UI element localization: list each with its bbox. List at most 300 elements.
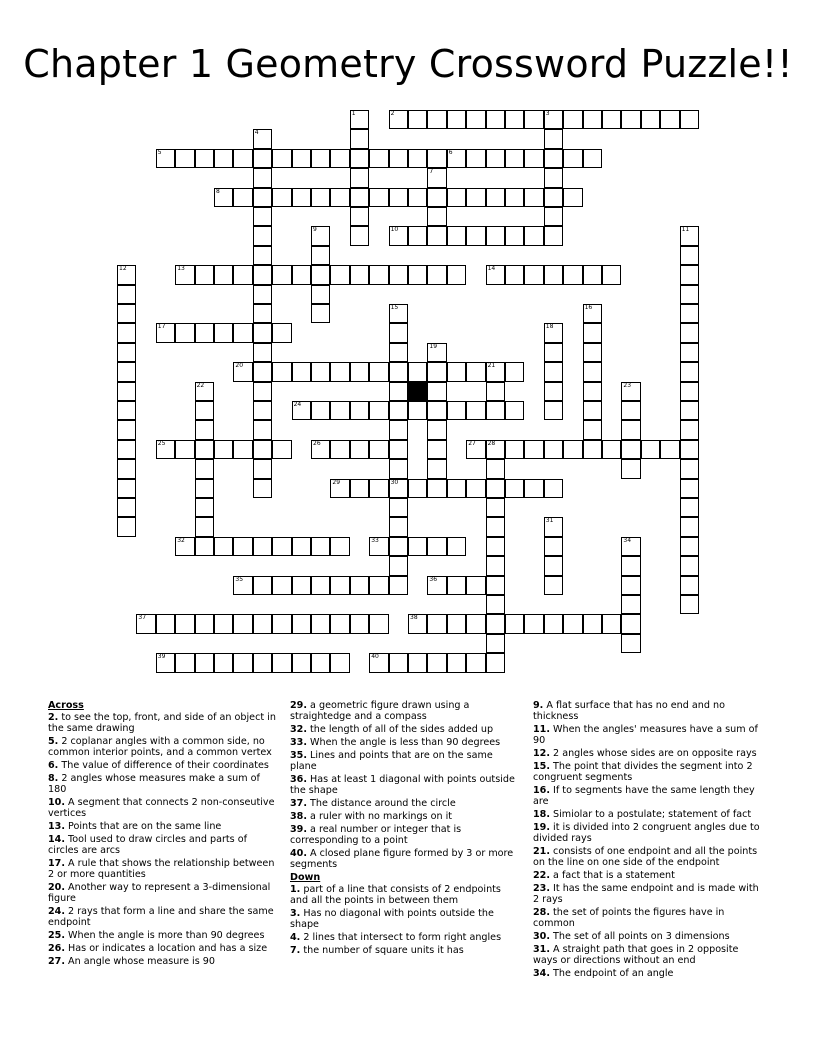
grid-cell[interactable] <box>389 382 408 401</box>
grid-cell[interactable] <box>311 265 330 284</box>
grid-cell[interactable] <box>272 188 291 207</box>
grid-cell[interactable] <box>544 556 563 575</box>
grid-cell[interactable] <box>486 653 505 672</box>
grid-cell[interactable] <box>156 440 175 459</box>
grid-cell[interactable] <box>175 265 194 284</box>
grid-cell[interactable] <box>427 576 446 595</box>
grid-cell[interactable] <box>680 440 699 459</box>
grid-cell[interactable] <box>427 382 446 401</box>
grid-cell[interactable] <box>292 149 311 168</box>
grid-cell[interactable] <box>447 614 466 633</box>
grid-cell[interactable] <box>544 226 563 245</box>
grid-cell[interactable] <box>389 304 408 323</box>
grid-cell[interactable] <box>350 362 369 381</box>
grid-cell[interactable] <box>311 188 330 207</box>
grid-cell[interactable] <box>486 634 505 653</box>
grid-cell[interactable] <box>466 479 485 498</box>
grid-cell[interactable] <box>233 323 252 342</box>
grid-cell[interactable] <box>389 323 408 342</box>
grid-cell[interactable] <box>641 440 660 459</box>
grid-cell[interactable] <box>524 110 543 129</box>
grid-cell[interactable] <box>544 110 563 129</box>
grid-cell[interactable] <box>583 401 602 420</box>
grid-cell[interactable] <box>544 207 563 226</box>
grid-cell[interactable] <box>505 265 524 284</box>
grid-cell[interactable] <box>350 188 369 207</box>
grid-cell[interactable] <box>466 653 485 672</box>
grid-cell[interactable] <box>214 323 233 342</box>
grid-cell[interactable] <box>680 246 699 265</box>
grid-cell[interactable] <box>369 576 388 595</box>
grid-cell[interactable] <box>233 576 252 595</box>
grid-cell[interactable] <box>602 614 621 633</box>
grid-cell[interactable] <box>214 149 233 168</box>
grid-cell[interactable] <box>272 440 291 459</box>
grid-cell[interactable] <box>292 265 311 284</box>
grid-cell[interactable] <box>369 188 388 207</box>
grid-cell[interactable] <box>253 246 272 265</box>
grid-cell[interactable] <box>427 207 446 226</box>
grid-cell[interactable] <box>680 323 699 342</box>
grid-cell[interactable] <box>389 653 408 672</box>
grid-cell[interactable] <box>350 440 369 459</box>
grid-cell[interactable] <box>621 382 640 401</box>
grid-cell[interactable] <box>544 537 563 556</box>
grid-cell[interactable] <box>544 149 563 168</box>
grid-cell[interactable] <box>330 614 349 633</box>
grid-cell[interactable] <box>486 595 505 614</box>
grid-cell[interactable] <box>427 265 446 284</box>
grid-cell[interactable] <box>214 265 233 284</box>
grid-cell[interactable] <box>214 614 233 633</box>
grid-cell[interactable] <box>389 149 408 168</box>
grid-cell[interactable] <box>272 653 291 672</box>
grid-cell[interactable] <box>253 420 272 439</box>
grid-cell[interactable] <box>408 110 427 129</box>
grid-cell[interactable] <box>524 265 543 284</box>
grid-cell[interactable] <box>544 129 563 148</box>
grid-cell[interactable] <box>427 343 446 362</box>
grid-cell[interactable] <box>486 265 505 284</box>
grid-cell[interactable] <box>447 479 466 498</box>
grid-cell[interactable] <box>408 226 427 245</box>
grid-cell[interactable] <box>389 498 408 517</box>
grid-cell[interactable] <box>253 576 272 595</box>
grid-cell[interactable] <box>524 614 543 633</box>
grid-cell[interactable] <box>292 653 311 672</box>
grid-cell[interactable] <box>233 440 252 459</box>
grid-cell[interactable] <box>427 188 446 207</box>
grid-cell[interactable] <box>330 265 349 284</box>
grid-cell[interactable] <box>117 323 136 342</box>
grid-cell[interactable] <box>583 362 602 381</box>
grid-cell[interactable] <box>621 614 640 633</box>
grid-cell[interactable] <box>505 110 524 129</box>
grid-cell[interactable] <box>350 129 369 148</box>
grid-cell[interactable] <box>350 479 369 498</box>
grid-cell[interactable] <box>253 362 272 381</box>
grid-cell[interactable] <box>253 614 272 633</box>
grid-cell[interactable] <box>253 207 272 226</box>
grid-cell[interactable] <box>389 188 408 207</box>
grid-cell[interactable] <box>311 576 330 595</box>
grid-cell[interactable] <box>583 440 602 459</box>
grid-cell[interactable] <box>602 110 621 129</box>
grid-cell[interactable] <box>350 226 369 245</box>
grid-cell[interactable] <box>117 265 136 284</box>
grid-cell[interactable] <box>350 401 369 420</box>
grid-cell[interactable] <box>195 537 214 556</box>
grid-cell[interactable] <box>311 440 330 459</box>
grid-cell[interactable] <box>195 265 214 284</box>
grid-cell[interactable] <box>311 362 330 381</box>
grid-cell[interactable] <box>621 556 640 575</box>
grid-cell[interactable] <box>583 149 602 168</box>
grid-cell[interactable] <box>486 614 505 633</box>
grid-cell[interactable] <box>292 401 311 420</box>
grid-cell[interactable] <box>680 576 699 595</box>
grid-cell[interactable] <box>253 459 272 478</box>
grid-cell[interactable] <box>195 401 214 420</box>
grid-cell[interactable] <box>466 362 485 381</box>
grid-cell[interactable] <box>447 265 466 284</box>
grid-cell[interactable] <box>253 285 272 304</box>
grid-cell[interactable] <box>486 517 505 536</box>
grid-cell[interactable] <box>583 110 602 129</box>
grid-cell[interactable] <box>408 479 427 498</box>
grid-cell[interactable] <box>117 362 136 381</box>
grid-cell[interactable] <box>621 110 640 129</box>
grid-cell[interactable] <box>583 382 602 401</box>
grid-cell[interactable] <box>195 653 214 672</box>
grid-cell[interactable] <box>389 420 408 439</box>
grid-cell[interactable] <box>680 420 699 439</box>
grid-cell[interactable] <box>175 614 194 633</box>
grid-cell[interactable] <box>350 265 369 284</box>
grid-cell[interactable] <box>214 440 233 459</box>
grid-cell[interactable] <box>621 595 640 614</box>
grid-cell[interactable] <box>486 479 505 498</box>
grid-cell[interactable] <box>466 149 485 168</box>
grid-cell[interactable] <box>544 576 563 595</box>
grid-cell[interactable] <box>311 304 330 323</box>
grid-cell[interactable] <box>311 537 330 556</box>
grid-cell[interactable] <box>680 401 699 420</box>
grid-cell[interactable] <box>117 517 136 536</box>
grid-cell[interactable] <box>427 479 446 498</box>
grid-cell[interactable] <box>195 459 214 478</box>
grid-cell[interactable] <box>292 188 311 207</box>
grid-cell[interactable] <box>427 149 446 168</box>
grid-cell[interactable] <box>680 226 699 245</box>
grid-cell[interactable] <box>214 537 233 556</box>
grid-cell[interactable] <box>253 188 272 207</box>
grid-cell[interactable] <box>563 149 582 168</box>
grid-cell[interactable] <box>389 479 408 498</box>
grid-cell[interactable] <box>447 653 466 672</box>
grid-cell[interactable] <box>486 188 505 207</box>
grid-cell[interactable] <box>350 207 369 226</box>
grid-cell[interactable] <box>427 226 446 245</box>
grid-cell[interactable] <box>486 440 505 459</box>
grid-cell[interactable] <box>350 168 369 187</box>
grid-cell[interactable] <box>563 614 582 633</box>
grid-cell[interactable] <box>195 614 214 633</box>
grid-cell[interactable] <box>311 614 330 633</box>
grid-cell[interactable] <box>253 401 272 420</box>
grid-cell[interactable] <box>447 226 466 245</box>
grid-cell[interactable] <box>389 537 408 556</box>
grid-cell[interactable] <box>621 440 640 459</box>
grid-cell[interactable] <box>486 537 505 556</box>
grid-cell[interactable] <box>544 168 563 187</box>
grid-cell[interactable] <box>427 168 446 187</box>
grid-cell[interactable] <box>486 382 505 401</box>
grid-cell[interactable] <box>466 188 485 207</box>
grid-cell[interactable] <box>466 576 485 595</box>
grid-cell[interactable] <box>602 440 621 459</box>
grid-cell[interactable] <box>408 614 427 633</box>
grid-cell[interactable] <box>330 653 349 672</box>
grid-cell[interactable] <box>486 401 505 420</box>
grid-cell[interactable] <box>583 265 602 284</box>
grid-cell[interactable] <box>156 614 175 633</box>
grid-cell[interactable] <box>389 226 408 245</box>
grid-cell[interactable] <box>680 382 699 401</box>
grid-cell[interactable] <box>602 265 621 284</box>
grid-cell[interactable] <box>311 149 330 168</box>
grid-cell[interactable] <box>408 362 427 381</box>
grid-cell[interactable] <box>156 149 175 168</box>
grid-cell[interactable] <box>621 537 640 556</box>
grid-cell[interactable] <box>680 343 699 362</box>
grid-cell[interactable] <box>544 440 563 459</box>
grid-cell[interactable] <box>272 265 291 284</box>
grid-cell[interactable] <box>486 556 505 575</box>
grid-cell[interactable] <box>175 149 194 168</box>
grid-cell[interactable] <box>447 576 466 595</box>
grid-cell[interactable] <box>505 188 524 207</box>
grid-cell[interactable] <box>136 614 155 633</box>
grid-cell[interactable] <box>563 110 582 129</box>
grid-cell[interactable] <box>330 188 349 207</box>
grid-cell[interactable] <box>563 265 582 284</box>
grid-cell[interactable] <box>486 226 505 245</box>
grid-cell[interactable] <box>524 149 543 168</box>
grid-cell[interactable] <box>253 653 272 672</box>
grid-cell[interactable] <box>680 479 699 498</box>
grid-cell[interactable] <box>233 614 252 633</box>
grid-cell[interactable] <box>524 226 543 245</box>
grid-cell[interactable] <box>195 149 214 168</box>
grid-cell[interactable] <box>311 246 330 265</box>
grid-cell[interactable] <box>583 323 602 342</box>
grid-cell[interactable] <box>330 479 349 498</box>
grid-cell[interactable] <box>175 323 194 342</box>
grid-cell[interactable] <box>311 285 330 304</box>
grid-cell[interactable] <box>680 304 699 323</box>
grid-cell[interactable] <box>330 401 349 420</box>
grid-cell[interactable] <box>486 576 505 595</box>
grid-cell[interactable] <box>660 440 679 459</box>
grid-cell[interactable] <box>117 285 136 304</box>
grid-cell[interactable] <box>389 459 408 478</box>
grid-cell[interactable] <box>253 304 272 323</box>
grid-cell[interactable] <box>486 110 505 129</box>
grid-cell[interactable] <box>195 517 214 536</box>
grid-cell[interactable] <box>505 401 524 420</box>
grid-cell[interactable] <box>389 556 408 575</box>
grid-cell[interactable] <box>272 537 291 556</box>
grid-cell[interactable] <box>214 188 233 207</box>
grid-cell[interactable] <box>389 440 408 459</box>
grid-cell[interactable] <box>524 440 543 459</box>
grid-cell[interactable] <box>680 362 699 381</box>
grid-cell[interactable] <box>466 614 485 633</box>
grid-cell[interactable] <box>350 614 369 633</box>
grid-cell[interactable] <box>583 420 602 439</box>
grid-cell[interactable] <box>253 440 272 459</box>
grid-cell[interactable] <box>233 537 252 556</box>
grid-cell[interactable] <box>389 362 408 381</box>
grid-cell[interactable] <box>369 149 388 168</box>
grid-cell[interactable] <box>389 517 408 536</box>
grid-cell[interactable] <box>389 343 408 362</box>
grid-cell[interactable] <box>369 362 388 381</box>
grid-cell[interactable] <box>175 537 194 556</box>
grid-cell[interactable] <box>408 265 427 284</box>
grid-cell[interactable] <box>117 382 136 401</box>
grid-cell[interactable] <box>427 401 446 420</box>
grid-cell[interactable] <box>117 401 136 420</box>
grid-cell[interactable] <box>253 129 272 148</box>
grid-cell[interactable] <box>544 382 563 401</box>
grid-cell[interactable] <box>544 614 563 633</box>
grid-cell[interactable] <box>427 420 446 439</box>
grid-cell[interactable] <box>466 110 485 129</box>
grid-cell[interactable] <box>680 537 699 556</box>
grid-cell[interactable] <box>369 614 388 633</box>
grid-cell[interactable] <box>621 459 640 478</box>
grid-cell[interactable] <box>253 382 272 401</box>
grid-cell[interactable] <box>427 459 446 478</box>
grid-cell[interactable] <box>447 149 466 168</box>
grid-cell[interactable] <box>117 304 136 323</box>
grid-cell[interactable] <box>195 479 214 498</box>
grid-cell[interactable] <box>621 401 640 420</box>
grid-cell[interactable] <box>156 653 175 672</box>
grid-cell[interactable] <box>195 440 214 459</box>
grid-cell[interactable] <box>369 653 388 672</box>
grid-cell[interactable] <box>544 517 563 536</box>
grid-cell[interactable] <box>253 226 272 245</box>
grid-cell[interactable] <box>680 517 699 536</box>
grid-cell[interactable] <box>583 614 602 633</box>
grid-cell[interactable] <box>621 420 640 439</box>
grid-cell[interactable] <box>272 614 291 633</box>
grid-cell[interactable] <box>680 498 699 517</box>
grid-cell[interactable] <box>427 362 446 381</box>
grid-cell[interactable] <box>214 653 233 672</box>
grid-cell[interactable] <box>253 265 272 284</box>
grid-cell[interactable] <box>369 479 388 498</box>
grid-cell[interactable] <box>272 149 291 168</box>
grid-cell[interactable] <box>330 362 349 381</box>
grid-cell[interactable] <box>466 401 485 420</box>
grid-cell[interactable] <box>680 110 699 129</box>
grid-cell[interactable] <box>447 188 466 207</box>
grid-cell[interactable] <box>563 188 582 207</box>
grid-cell[interactable] <box>641 110 660 129</box>
grid-cell[interactable] <box>272 362 291 381</box>
grid-cell[interactable] <box>427 440 446 459</box>
grid-cell[interactable] <box>427 537 446 556</box>
grid-cell[interactable] <box>583 343 602 362</box>
grid-cell[interactable] <box>660 110 679 129</box>
grid-cell[interactable] <box>311 653 330 672</box>
grid-cell[interactable] <box>369 265 388 284</box>
grid-cell[interactable] <box>253 168 272 187</box>
grid-cell[interactable] <box>544 362 563 381</box>
grid-cell[interactable] <box>408 401 427 420</box>
grid-cell[interactable] <box>195 323 214 342</box>
grid-cell[interactable] <box>117 420 136 439</box>
grid-cell[interactable] <box>544 188 563 207</box>
grid-cell[interactable] <box>389 576 408 595</box>
grid-cell[interactable] <box>524 188 543 207</box>
grid-cell[interactable] <box>447 537 466 556</box>
grid-cell[interactable] <box>563 440 582 459</box>
grid-cell[interactable] <box>447 401 466 420</box>
grid-cell[interactable] <box>272 576 291 595</box>
grid-cell[interactable] <box>233 653 252 672</box>
grid-cell[interactable] <box>369 537 388 556</box>
grid-cell[interactable] <box>330 576 349 595</box>
grid-cell[interactable] <box>175 653 194 672</box>
grid-cell[interactable] <box>253 323 272 342</box>
grid-cell[interactable] <box>350 576 369 595</box>
grid-cell[interactable] <box>292 537 311 556</box>
grid-cell[interactable] <box>292 614 311 633</box>
grid-cell[interactable] <box>330 149 349 168</box>
grid-cell[interactable] <box>524 479 543 498</box>
grid-cell[interactable] <box>117 459 136 478</box>
grid-cell[interactable] <box>621 634 640 653</box>
grid-cell[interactable] <box>505 614 524 633</box>
grid-cell[interactable] <box>486 149 505 168</box>
grid-cell[interactable] <box>311 401 330 420</box>
grid-cell[interactable] <box>369 401 388 420</box>
grid-cell[interactable] <box>486 498 505 517</box>
grid-cell[interactable] <box>505 440 524 459</box>
grid-cell[interactable] <box>427 110 446 129</box>
grid-cell[interactable] <box>350 149 369 168</box>
grid-cell[interactable] <box>253 479 272 498</box>
grid-cell[interactable] <box>505 226 524 245</box>
grid-cell[interactable] <box>408 149 427 168</box>
grid-cell[interactable] <box>621 576 640 595</box>
grid-cell[interactable] <box>389 265 408 284</box>
grid-cell[interactable] <box>311 226 330 245</box>
grid-cell[interactable] <box>486 362 505 381</box>
grid-cell[interactable] <box>253 343 272 362</box>
grid-cell[interactable] <box>505 362 524 381</box>
grid-cell[interactable] <box>505 479 524 498</box>
grid-cell[interactable] <box>544 343 563 362</box>
grid-cell[interactable] <box>253 149 272 168</box>
grid-cell[interactable] <box>117 498 136 517</box>
grid-cell[interactable] <box>408 188 427 207</box>
